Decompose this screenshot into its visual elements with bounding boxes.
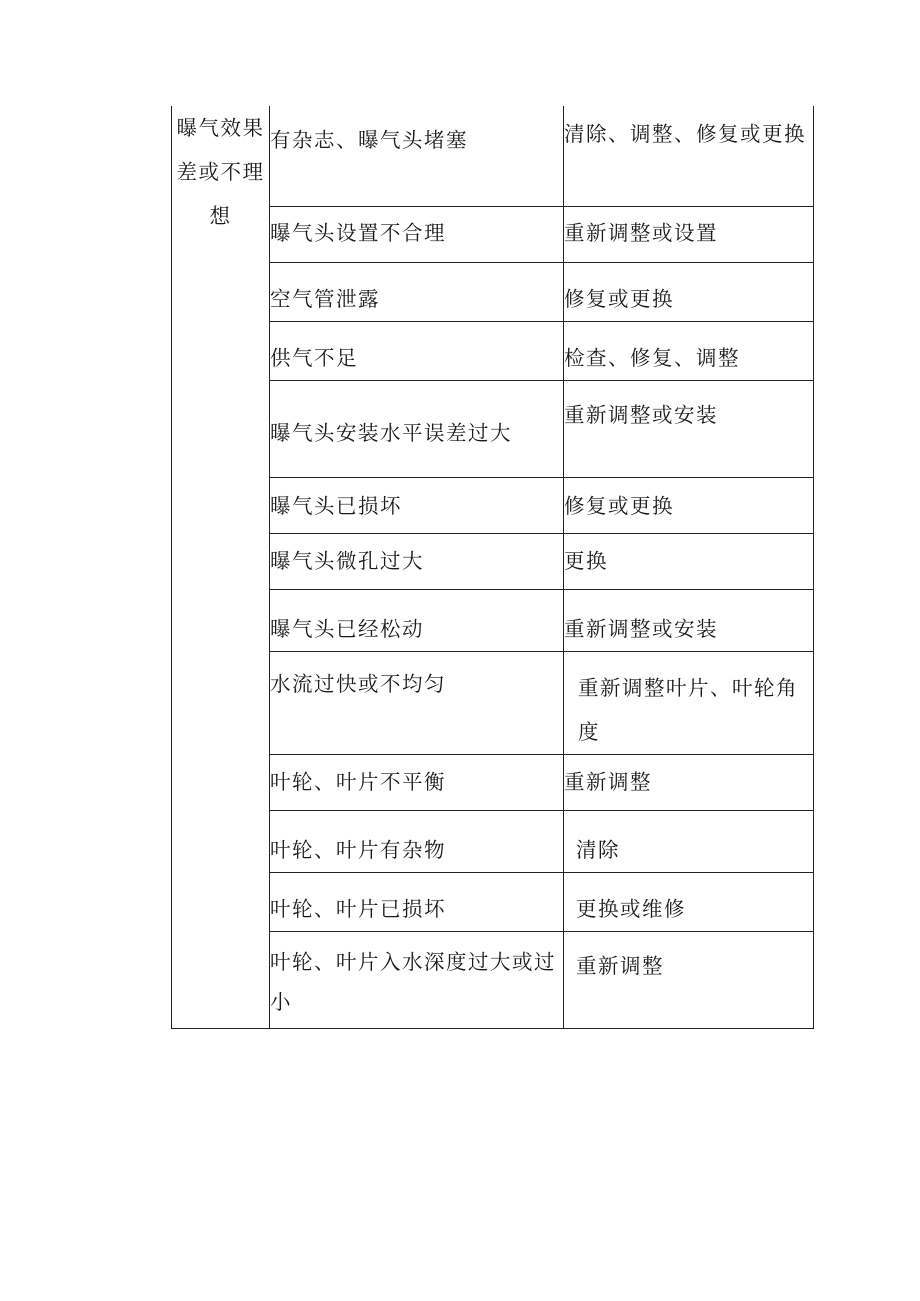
cause-cell: 曝气头已损坏: [270, 477, 564, 533]
cause-cell: 叶轮、叶片入水深度过大或过小: [270, 931, 564, 1028]
remedy-cell: 重新调整或安装: [564, 380, 814, 477]
troubleshooting-table: [171, 106, 814, 1029]
remedy-cell: 重新调整或设置: [564, 206, 814, 262]
remedy-cell: 修复或更换: [564, 477, 814, 533]
remedy-cell: 重新调整: [564, 754, 814, 810]
cause-cell: 曝气头设置不合理: [270, 206, 564, 262]
cause-cell: 供气不足: [270, 321, 564, 380]
cause-cell: 叶轮、叶片有杂物: [270, 810, 564, 872]
remedy-cell: 重新调整叶片、叶轮角度: [564, 651, 814, 754]
table-row: [172, 106, 814, 206]
remedy-cell: 更换或维修: [564, 872, 814, 931]
cause-cell: 曝气头已经松动: [270, 589, 564, 651]
remedy-cell: 重新调整: [564, 931, 814, 1028]
remedy-cell: 更换: [564, 533, 814, 589]
symptom-cell: 曝气效果差或不理想: [172, 106, 270, 1028]
cause-cell: 水流过快或不均匀: [270, 651, 564, 754]
cause-cell: 曝气头安装水平误差过大: [270, 380, 564, 477]
remedy-cell: 重新调整或安装: [564, 589, 814, 651]
cause-cell: 叶轮、叶片已损坏: [270, 872, 564, 931]
cause-cell: 有杂志、曝气头堵塞: [270, 106, 564, 206]
remedy-cell: 修复或更换: [564, 262, 814, 321]
cause-cell: 空气管泄露: [270, 262, 564, 321]
remedy-cell: 清除、调整、修复或更换: [564, 106, 814, 206]
remedy-cell: 清除: [564, 810, 814, 872]
cause-cell: 曝气头微孔过大: [270, 533, 564, 589]
remedy-cell: 检查、修复、调整: [564, 321, 814, 380]
cause-cell: 叶轮、叶片不平衡: [270, 754, 564, 810]
